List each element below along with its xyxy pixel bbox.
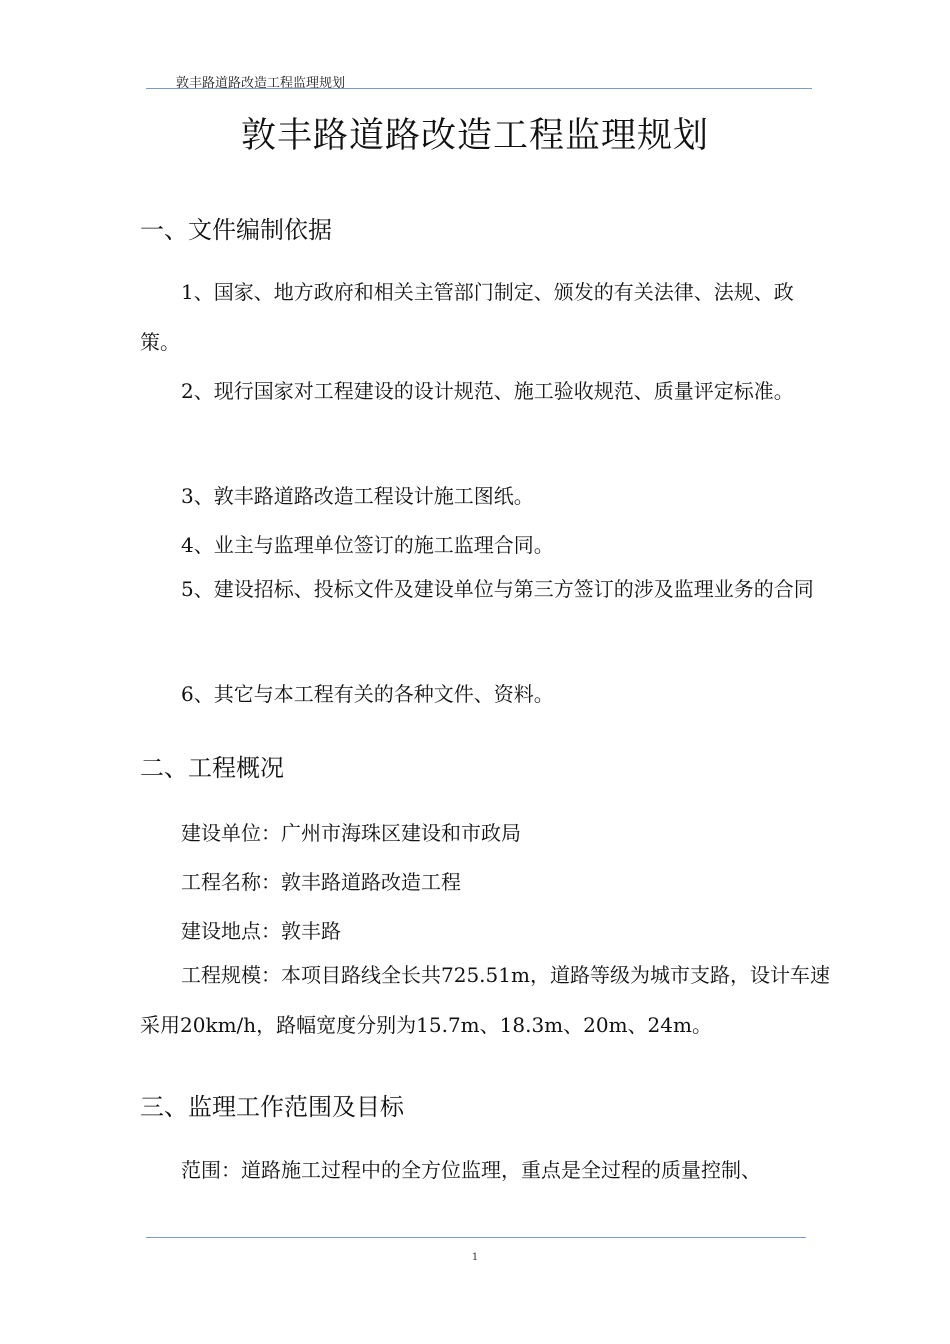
running-header: 敦丰路道路改造工程监理规划 <box>176 76 346 91</box>
overview-scale: 工程规模：本项目路线全长共725.51m，道路等级为城市支路，设计车速采用20km/h，路幅宽度分别为15.7m、18.3m、20m、24m。 <box>140 963 830 1037</box>
overview-owner: 建设单位：广州市海珠区建设和市政局 <box>181 821 521 845</box>
section-heading-basis: 一、文件编制依据 <box>140 216 332 244</box>
section-heading-overview: 二、工程概况 <box>140 754 284 782</box>
overview-location: 建设地点：敦丰路 <box>181 919 341 943</box>
basis-item-4: 4、业主与监理单位签订的施工监理合同。 <box>181 533 554 557</box>
basis-item-2: 2、现行国家对工程建设的设计规范、施工验收规范、质量评定标准。 <box>181 379 794 403</box>
header-divider <box>146 88 812 89</box>
scope-text: 范围：道路施工过程中的全方位监理，重点是全过程的质量控制、 <box>181 1158 761 1182</box>
document-title: 敦丰路道路改造工程监理规划 <box>240 116 709 156</box>
basis-item-3: 3、敦丰路道路改造工程设计施工图纸。 <box>181 484 534 508</box>
page-number: 1 <box>471 1252 479 1263</box>
footer-divider <box>146 1237 806 1238</box>
overview-project-name: 工程名称：敦丰路道路改造工程 <box>181 870 461 894</box>
section-heading-scope: 三、监理工作范围及目标 <box>140 1093 404 1121</box>
basis-item-1: 1、国家、地方政府和相关主管部门制定、颁发的有关法律、法规、政策。 <box>140 280 794 354</box>
basis-item-5: 5、建设招标、投标文件及建设单位与第三方签订的涉及监理业务的合同 <box>181 577 814 601</box>
basis-item-6: 6、其它与本工程有关的各种文件、资料。 <box>181 682 554 706</box>
